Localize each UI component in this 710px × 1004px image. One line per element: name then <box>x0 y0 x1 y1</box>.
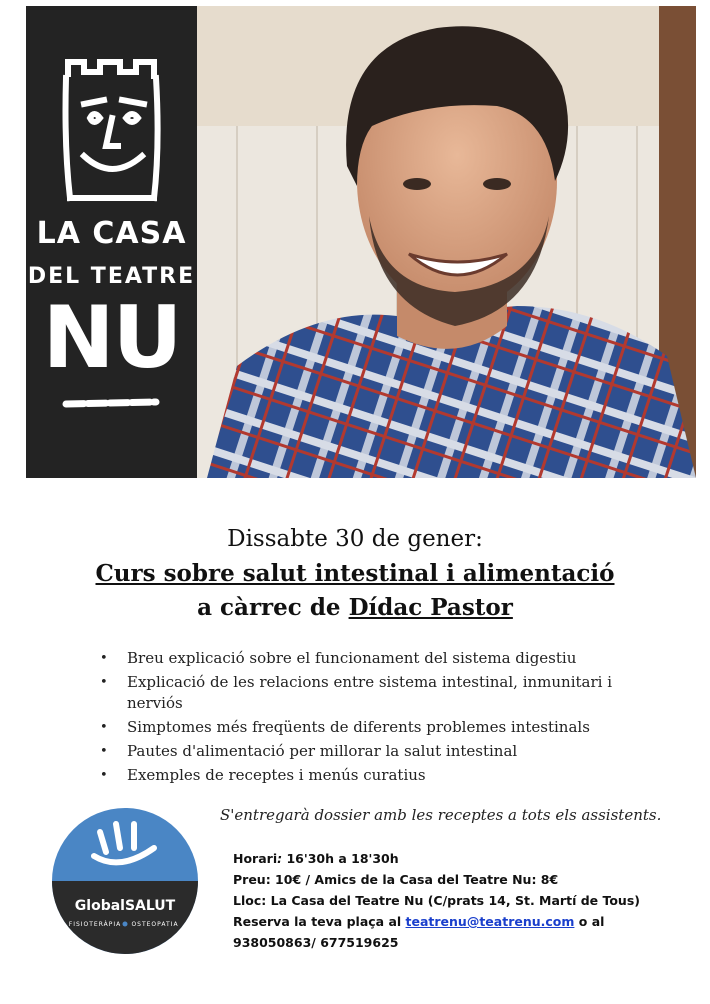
price-line: Preu: 10€ / Amics de la Casa del Teatre Nu: 8€ <box>233 872 559 887</box>
phone-line: 938050863/ 677519625 <box>233 935 399 950</box>
event-date: Dissabte 30 de gener: <box>227 526 483 552</box>
event-title: Curs sobre salut intestinal i alimentació <box>95 560 615 587</box>
email-link[interactable]: teatrenu@teatrenu.com <box>405 914 575 929</box>
speaker-prefix: a càrrec de <box>197 594 341 621</box>
sponsor-sub-left: FISIOTERÀPIA <box>68 921 122 928</box>
location-line: Lloc: La Casa del Teatre Nu (C/prats 14, St. Martí de Tous) <box>233 893 640 908</box>
globalsalut-logo <box>50 806 200 956</box>
theatre-face-icon <box>26 6 197 216</box>
schedule-value: 16'30h a 18'30h <box>286 851 399 866</box>
list-item: • Explicació de les relacions entre sistema intestinal, inmunitari i nerviós <box>100 672 660 714</box>
reservation-line <box>233 911 693 932</box>
sponsor-sub-right: OSTEOPATIA <box>131 921 179 928</box>
speaker-name: Dídac Pastor <box>348 594 513 621</box>
list-item: • Breu explicació sobre el funcionament del sistema digestiu <box>100 648 660 669</box>
theatre-logo-line3: NU <box>42 288 181 388</box>
schedule-label: Horari <box>233 851 278 866</box>
list-item: • Pautes d'alimentació per millorar la salut intestinal <box>100 741 660 762</box>
header-banner <box>26 6 696 478</box>
reservation-prefix: Reserva la teva plaça al <box>233 914 402 929</box>
schedule-line: Horari: 16'30h a 18'30h <box>233 851 399 866</box>
sponsor-name: GlobalSALUT <box>74 898 176 914</box>
event-info <box>233 848 693 953</box>
list-item: • Exemples de receptes i menús curatius <box>100 765 660 786</box>
speaker-photo <box>197 6 696 478</box>
theatre-logo <box>26 6 197 478</box>
list-item: • Simptomes més freqüents de diferents problemes intestinals <box>100 717 660 738</box>
topics-list <box>100 648 660 789</box>
reservation-mid: o al <box>578 914 605 929</box>
theatre-logo-line1: LA CASA <box>36 216 187 251</box>
logo-underline <box>26 394 197 424</box>
theatre-logo-line2: DEL TEATRE <box>27 264 196 289</box>
event-speaker-line <box>0 594 710 621</box>
dossier-note: S'entregarà dossier amb les receptes a tots els assistents. <box>220 806 662 824</box>
